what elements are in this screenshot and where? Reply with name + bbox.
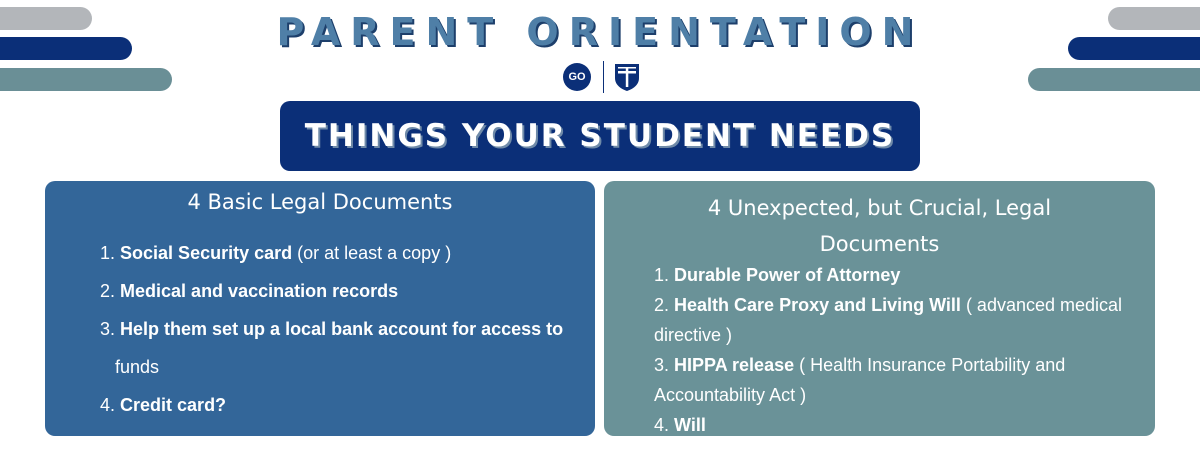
item-title: Will [674,415,706,435]
list-item [654,290,1124,350]
card-heading: 4 Unexpected, but Crucial, Legal Documents [707,196,1052,256]
item-title: Health Care Proxy and Living Will [674,295,961,315]
item-note: ( advanced medical directive ) [654,295,1123,345]
item-title: Social Security card [120,243,293,263]
shield-logo-icon [614,62,640,92]
section-banner [280,101,920,171]
list-item [100,272,570,310]
banner-text: THINGS YOUR STUDENT NEEDS [304,118,896,154]
decor-bar-teal-left [0,68,172,91]
list-item [654,410,1124,440]
crucial-documents-card [604,181,1155,436]
item-number: 3. [654,355,670,375]
basic-documents-card [45,181,595,436]
decor-bar-teal-right [1028,68,1200,91]
basic-documents-list [100,234,570,424]
list-item [100,310,570,386]
item-title: Help them set up a local bank account for access to [120,319,564,339]
item-title: HIPPA release [674,355,795,375]
list-item [654,350,1124,410]
card-heading: 4 Basic Legal Documents [187,190,453,214]
item-number: 4. [100,395,116,415]
list-item [654,260,1124,290]
item-title: Durable Power of Attorney [674,265,901,285]
item-number: 2. [654,295,670,315]
page-title: PARENT ORIENTATION [276,10,924,54]
crucial-documents-list [654,260,1124,440]
item-number: 4. [654,415,670,435]
list-item [100,234,570,272]
logo-group [563,61,640,93]
item-number: 3. [100,319,116,339]
item-title: Credit card? [120,395,227,415]
item-note: funds [115,357,160,377]
item-title: Medical and vaccination records [120,281,399,301]
item-number: 2. [100,281,116,301]
go-logo: GO [563,63,591,91]
item-note: (or at least a copy ) [292,243,452,263]
item-note: ( Health Insurance Portability and Accountability Act ) [654,355,1066,405]
list-item [100,386,570,424]
item-number: 1. [654,265,670,285]
logo-divider [603,61,604,93]
item-number: 1. [100,243,116,263]
